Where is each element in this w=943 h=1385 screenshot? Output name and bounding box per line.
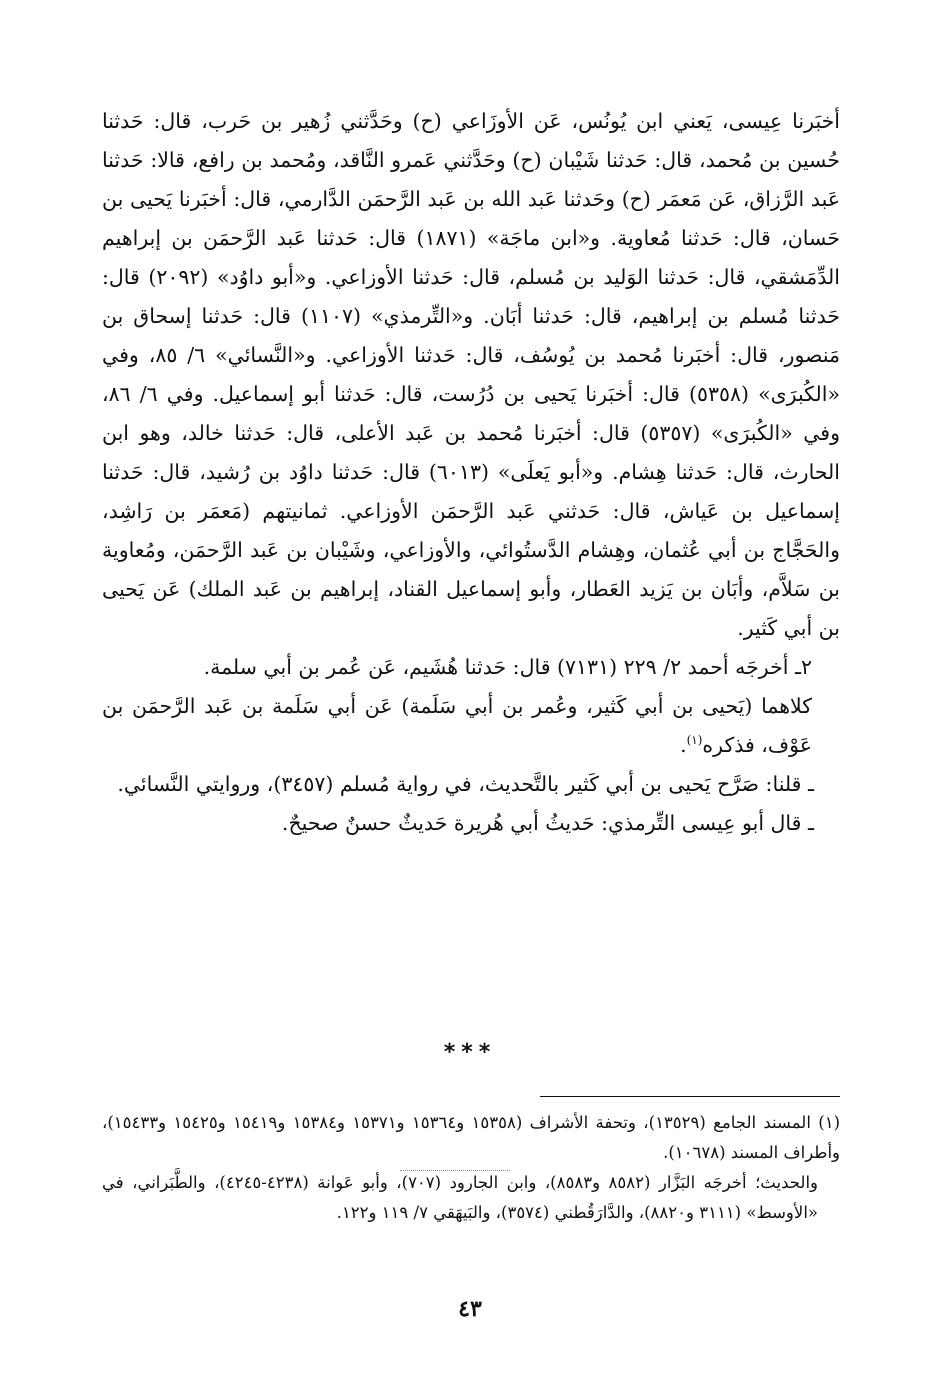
section-separator: *** <box>443 1040 497 1065</box>
combined-chain-paragraph <box>102 687 840 765</box>
combined-chain-end: . <box>680 733 687 757</box>
combined-chain-text: كلاهما (يَحيى بن أبي كَثير، وعُمر بن أبي سَلَمة) عَن أبي سَلَمة بن عَبد الرَّحمَن بن عَوْف، فذكره <box>102 694 812 757</box>
hadith-chain-paragraph: أخبَرنا عِيسى، يَعني ابن يُونُس، عَن الأوزَاعي (ح) وحَدَّثني زُهير بن حَرب، قال: حَدثنا حُسين بن مُحمد، قال: حَدثنا شَيْبان (ح) وحَدَّثني عَمرو النَّاقد، ومُحمد بن رافع، قالا: حَدثنا عَبد الرَّزاق، عَن مَعمَر (ح) وحَدثنا عَبد الله بن عَبد الرَّحمَن الدَّارمي، قال: أخبَرنا يَحيى بن حَسان، قال: حَدثنا مُعاوية. و«ابن ماجَة» (١٨٧١) قال: حَدثنا عَبد الرَّحمَن بن إبراهيم الدِّمَشقي، قال: حَدثنا الوَليد بن مُسلم، قال: حَدثنا الأوزاعي. و«أبو داوُد» (٢٠٩٢) قال: حَدثنا مُسلم بن إبراهيم، قال: حَدثنا أبَان. و«التِّرمذي» (١١٠٧) قال: حَدثنا إسحاق بن مَنصور، قال: أخبَرنا مُحمد بن يُوسُف، قال: حَدثنا الأوزاعي. و«النَّسائي» ٦/ ٨٥، وفي «الكُبرَى» (٥٣٥٨) قال: أخبَرنا يَحيى بن دُرُست، قال: حَدثنا أبو إسماعيل. وفي ٦/ ٨٦، وفي «الكُبرَى» (٥٣٥٧) قال: أخبَرنا مُحمد بن عَبد الأعلى، قال: حَدثنا خالد، وهو ابن الحارث، قال: حَدثنا هِشام. و«أبو يَعلَى» (٦٠١٣) قال: حَدثنا داوُد بن رُشيد، قال: حَدثنا إسماعيل بن عَياش، قال: حَدثني عَبد الرَّحمَن الأوزاعي. ثمانيتهم (مَعمَر بن رَاشِد، والحَجَّاج بن أبي عُثمان، وهِشام الدَّستُوائي، والأوزاعي، وشَيْبان بن عَبد الرَّحمَن، ومُعاوية بن سَلاَّم، وأبَان بن يَزيد العَطار، وأبو إسماعيل القناد، إبراهيم بن عَبد الملك) عَن يَحيى بن أبي كَثير. <box>102 109 841 640</box>
dotted-divider <box>400 1170 510 1171</box>
editor-note-paragraph: ـ قلنا: صَرَّح يَحيى بن أبي كَثير بالتَّحديث، في رواية مُسلم (٣٤٥٧)، وروايتي النَّسائي. <box>117 772 814 796</box>
footnote-2: والحديث؛ أخرجَه البَزَّار (٨٥٨٢ و٨٥٨٣)، وابن الجارود (٧٠٧)، وأبو عَوانة (٤٢٣٨-٤٢٤٥)، والطَّبَراني، في «الأوسط» (٣١١١ و٨٨٢٠)، والدَّارَقُطني (٣٥٧٤)، والبَيهَقي ٧/ ١١٩ و١٢٢. <box>102 1173 818 1222</box>
footnotes-section <box>102 1108 840 1228</box>
footnote-ref[interactable]: (١) <box>686 733 703 748</box>
page-number: ٤٣ <box>458 1296 482 1322</box>
tirmidhi-verdict-paragraph: ـ قال أبو عِيسى التِّرمذي: حَديثُ أبي هُريرة حَديثٌ حسنٌ صحيحٌ. <box>281 811 814 835</box>
takhrij-paragraph: ٢ـ أخرجَه أحمد ٢/ ٢٢٩ (٧١٣١) قال: حَدثنا هُشَيم، عَن عُمر بن أبي سلمة. <box>203 655 812 679</box>
main-text-body <box>102 102 840 843</box>
footnote-divider <box>540 1096 840 1097</box>
footnote-1: (١) المسند الجامع (١٣٥٢٩)، وتحفة الأشراف (١٥٣٥٨ و١٥٣٦٤ و١٥٣٧١ و١٥٣٨٤ و١٥٤١٩ و١٥٤٢٥ و١٥٤٣٣)، وأطراف المسند (١٠٦٧٨). <box>102 1113 840 1162</box>
